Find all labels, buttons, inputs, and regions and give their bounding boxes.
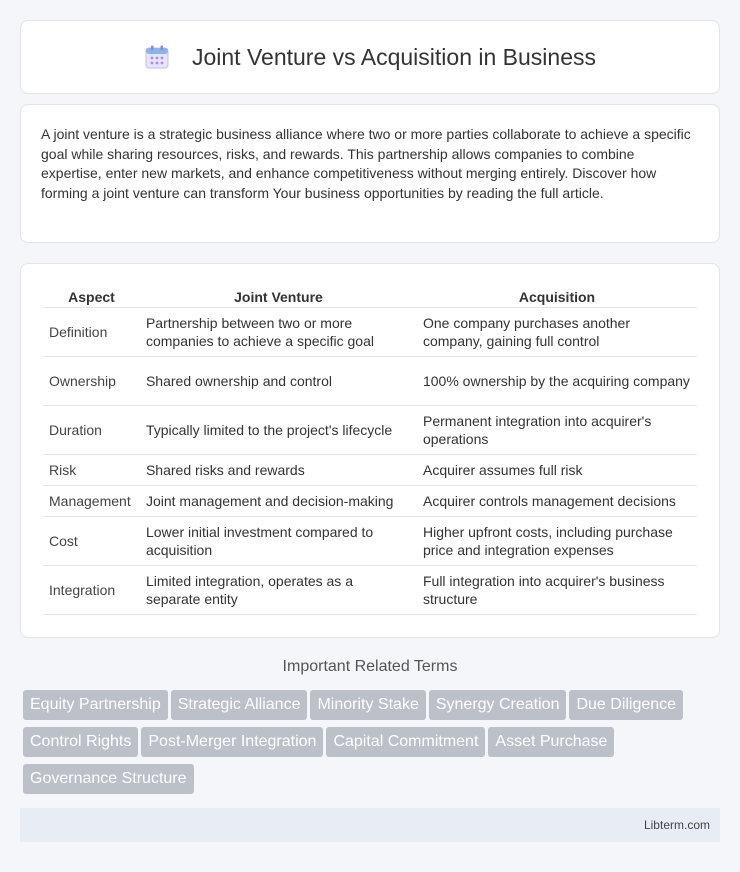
row-acquisition: Full integration into acquirer's business structure <box>417 566 697 615</box>
row-acquisition: Acquirer assumes full risk <box>417 455 697 486</box>
related-terms-list <box>23 690 723 801</box>
row-aspect: Duration <box>43 406 140 455</box>
footer-site-link[interactable]: Libterm.com <box>643 818 710 832</box>
term-tag[interactable]: Minority Stake <box>310 690 425 720</box>
intro-text: A joint venture is a strategic business alliance where two or more parties collaborate to achieve a specific goal while sharing resources, risks, and rewards. This partnership allows companies to combine expertise, enter new markets, and enhance competitiveness without merging entirely. Discover how forming a joint venture can transform Your business opportunities by reading the full article. <box>41 126 691 201</box>
row-joint-venture: Lower initial investment compared to acquisition <box>140 517 417 566</box>
row-aspect: Risk <box>43 455 140 486</box>
header-joint-venture: Joint Venture <box>140 286 417 308</box>
term-tag[interactable]: Capital Commitment <box>326 727 485 757</box>
row-aspect: Integration <box>43 566 140 615</box>
table-row <box>43 357 697 406</box>
term-tag[interactable]: Synergy Creation <box>429 690 567 720</box>
row-joint-venture: Partnership between two or more companies to achieve a specific goal <box>140 308 417 357</box>
term-tag[interactable]: Governance Structure <box>23 764 194 794</box>
comparison-table <box>43 286 697 615</box>
table-row <box>43 308 697 357</box>
table-header-row <box>43 286 697 308</box>
row-acquisition: One company purchases another company, gaining full control <box>417 308 697 357</box>
row-acquisition: Higher upfront costs, including purchase price and integration expenses <box>417 517 697 566</box>
table-row <box>43 406 697 455</box>
table-row <box>43 517 697 566</box>
term-tag[interactable]: Equity Partnership <box>23 690 168 720</box>
row-joint-venture: Typically limited to the project's lifecycle <box>140 406 417 455</box>
row-aspect: Cost <box>43 517 140 566</box>
row-aspect: Ownership <box>43 357 140 406</box>
header-acquisition: Acquisition <box>417 286 697 308</box>
term-tag[interactable]: Due Diligence <box>569 690 683 720</box>
term-tag[interactable]: Asset Purchase <box>488 727 614 757</box>
row-aspect: Definition <box>43 308 140 357</box>
table-row <box>43 486 697 517</box>
footer <box>20 808 720 842</box>
row-joint-venture: Joint management and decision-making <box>140 486 417 517</box>
table-row <box>43 455 697 486</box>
row-joint-venture: Shared ownership and control <box>140 357 417 406</box>
header-card <box>20 20 720 94</box>
term-tag[interactable]: Strategic Alliance <box>171 690 308 720</box>
intro-card <box>20 104 720 243</box>
row-aspect: Management <box>43 486 140 517</box>
row-acquisition: Acquirer controls management decisions <box>417 486 697 517</box>
header-aspect: Aspect <box>43 286 140 308</box>
calendar-icon <box>144 44 170 70</box>
related-terms-title: Important Related Terms <box>282 658 458 675</box>
row-joint-venture: Limited integration, operates as a separate entity <box>140 566 417 615</box>
row-acquisition: Permanent integration into acquirer's operations <box>417 406 697 455</box>
comparison-table-card <box>20 263 720 638</box>
term-tag[interactable]: Post-Merger Integration <box>141 727 323 757</box>
row-acquisition: 100% ownership by the acquiring company <box>417 357 697 406</box>
term-tag[interactable]: Control Rights <box>23 727 138 757</box>
row-joint-venture: Shared risks and rewards <box>140 455 417 486</box>
page-title: Joint Venture vs Acquisition in Business <box>191 43 596 70</box>
table-row <box>43 566 697 615</box>
